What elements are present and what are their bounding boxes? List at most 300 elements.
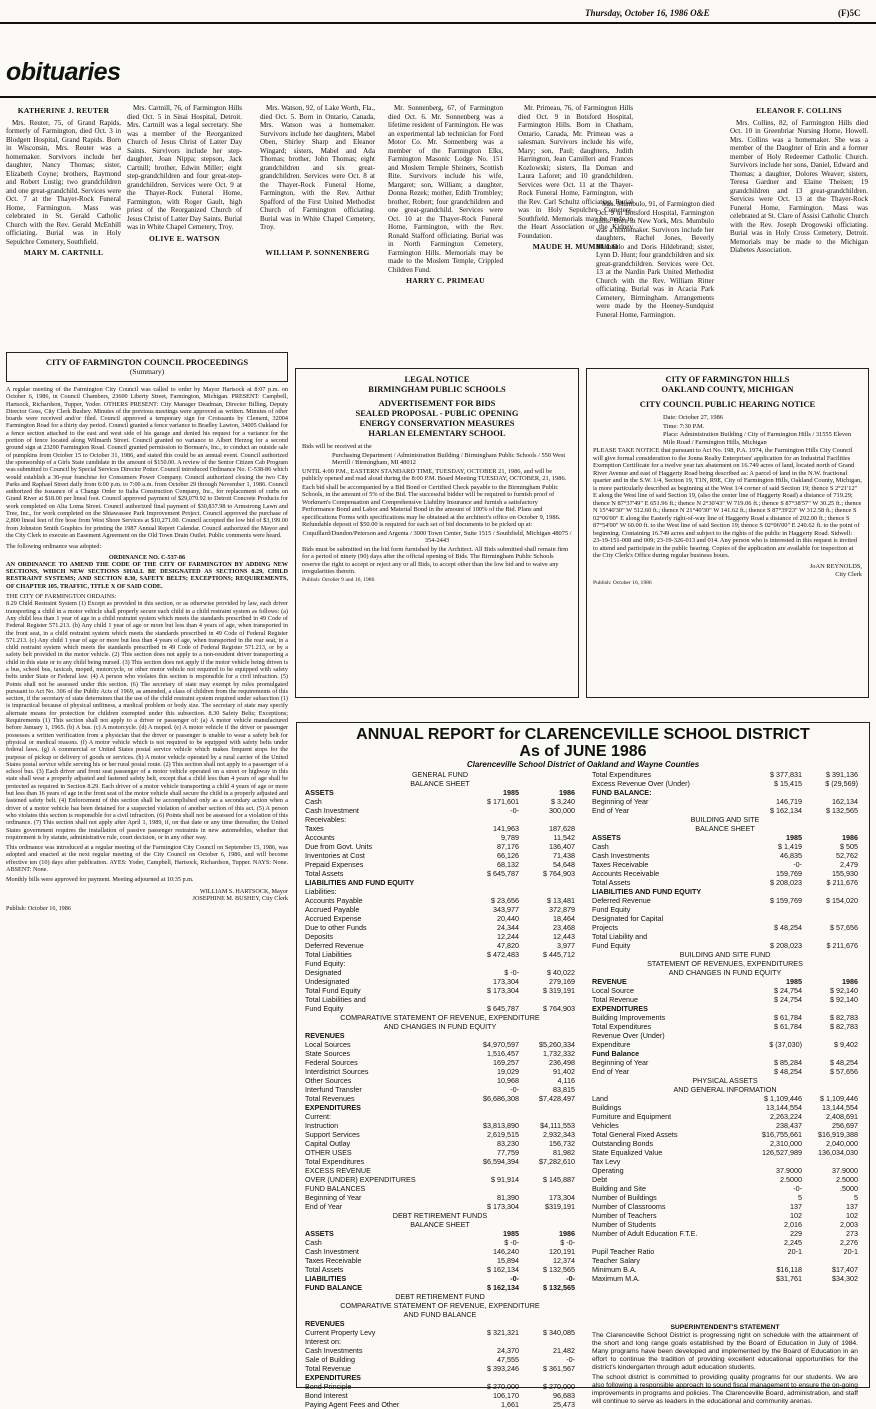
ledger-row <box>592 1175 858 1184</box>
ledger-row <box>305 842 575 851</box>
ledger-value-1986: $ 764,903 <box>543 1004 575 1013</box>
ledger-label: Teacher Salary <box>592 1256 640 1265</box>
ledger-value-1985: $16,755,661 <box>762 1130 802 1139</box>
ledger-value-1985 <box>463 1337 519 1346</box>
ledger-value-1986 <box>519 1112 575 1121</box>
hearing-date: Date: October 27, 1986 <box>663 414 723 421</box>
ledger-label: Inventories at Cost <box>305 851 365 860</box>
ledger-label: FUND BALANCE: <box>592 788 652 797</box>
ledger-label: Due to other Funds <box>305 923 367 932</box>
ledger-row <box>305 1166 575 1175</box>
ledger-value-1986: $ 40,022 <box>547 968 575 977</box>
obit-column-2 <box>127 104 242 246</box>
header-date: Thursday, October 16, 1986 O&E <box>585 8 710 18</box>
ledger-label: End of Year <box>305 1202 343 1211</box>
ledger-row <box>305 1229 575 1238</box>
ledger-row <box>305 968 575 977</box>
ledger-row <box>592 941 858 950</box>
ledger-label: Federal Sources <box>305 1058 358 1067</box>
ledger-label: Total Liabilities <box>305 950 352 959</box>
ledger-row <box>305 869 575 878</box>
superintendent-para-1: The Clarenceville School District is progressing right on schedule with the attainment of the short and long range goals established by the Board of Education in July of 1984. Many programs have been developed and implemented by the Board of Education in an effort to continue the tradition of providing excellent educational opportunities for the district's kindergarten through adult education students. <box>592 1331 858 1371</box>
ledger-value-1986: 81,982 <box>553 1148 575 1157</box>
ledger-value-1986 <box>519 878 575 887</box>
ledger-label: Cash Investment <box>305 1247 359 1256</box>
ledger-value-1985: $ 61,784 <box>774 1013 802 1022</box>
ledger-value-1986: $ -0- <box>560 1238 575 1247</box>
ledger-label: Vehicles <box>592 1121 619 1130</box>
ledger-value-1985: $ 85,284 <box>774 1058 802 1067</box>
ledger-value-1986: -0- <box>566 1274 575 1283</box>
ledger-value-1985: $31,761 <box>776 1274 802 1283</box>
ledger-value-1986: 3,977 <box>557 941 575 950</box>
ledger-value-1986: .5000 <box>840 1184 858 1193</box>
annual-right-column <box>592 770 858 1283</box>
superintendent-title: SUPERINTENDENT'S STATEMENT <box>670 1324 780 1331</box>
page-header <box>0 0 876 24</box>
hearing-notice <box>586 368 869 698</box>
ledger-value-1986: 2,003 <box>840 1220 858 1229</box>
ledger-label: Total Revenue <box>305 1364 351 1373</box>
ledger-label: Number of Teachers <box>592 1211 657 1220</box>
ledger-row <box>592 1256 858 1265</box>
ledger-label: Total General Fixed Assets <box>592 1130 678 1139</box>
council-title: CITY OF FARMINGTON COUNCIL PROCEEDINGS <box>45 357 249 367</box>
ledger-row <box>592 842 858 851</box>
ledger-value-1986: 256,697 <box>832 1121 858 1130</box>
ledger-value-1986: 23,468 <box>553 923 575 932</box>
ledger-label: Beginning of Year <box>592 797 649 806</box>
obit-text: Mrs. Cartnill, 76, of Farmington Hills died Oct. 5 in Sinai Hospital, Detroit. Mrs. Cartnill was a legal secretary. She was a member of the Reorganized Church of Jesus Christ of Latter Day Saints. Survivors include her step-daughter, Joan Nippa; stepson, Jack Cartnill; brother, Edwin Miller; eight step-grandchildren and four great-step-grandchildren. Services were Oct. 9 at the Thayer-Rock Funeral Home, Farmington, with Roger Gault, high priest of the Reorganized Church of Jesus Christ of Latter Day Saints. Burial was in White Chapel Cemetery, Troy. <box>127 104 242 231</box>
ledger-value-1985: 9,789 <box>501 833 519 842</box>
ledger-row <box>592 1148 858 1157</box>
ledger-label: Designated <box>305 968 342 977</box>
ledger-value-1986: $ 445,712 <box>543 950 575 959</box>
statement-heading: AND GENERAL INFORMATION <box>673 1085 777 1094</box>
ledger-row <box>592 1166 858 1175</box>
ledger-value-1985: $ 162,134 <box>487 1283 519 1292</box>
ledger-value-1986: $ 3,240 <box>551 797 575 806</box>
ledger-value-1985: 238,437 <box>776 1121 802 1130</box>
ledger-value-1986: $7,282,610 <box>539 1157 575 1166</box>
ledger-value-1985: $ 15,415 <box>774 779 802 788</box>
bids-title-1: LEGAL NOTICE <box>404 374 470 384</box>
ledger-row <box>305 1139 575 1148</box>
obit-name: MAUDE H. MUMBULO <box>532 242 619 251</box>
obit-column-3 <box>260 104 375 233</box>
ledger-value-1986: $ 82,783 <box>830 1013 858 1022</box>
bids-publish: Publish: October 9 and 16, 1986 <box>302 576 375 583</box>
ledger-value-1986: 136,034,030 <box>818 1148 858 1157</box>
ledger-label: Debt <box>592 1175 608 1184</box>
hearing-body: PLEASE TAKE NOTICE that pursuant to Act No. 198, P.A. 1974, the Farmington Hills City Council will give formal consideration to the Jonna Realty Enterprises' application for an Industrial Facilities Exemption Certificate for a twelve year tax abatement on 16.749 acres of land, located north of Grand River Avenue and east of Haggerty Road being described as: A parcel of land in the N.W. fractional quarter and in the S.W. 1/4, Section 19, T1N, R9E, City of Farmington Hills, Oakland County, Michigan, is more particularly described as beginning at the West 1/4 corner of said Section 19; thence S 2°21'12" E along the West line of said Section 19, (also the center line of Haggerty Road) a distance of 719.29; thence N 87°37'49" E 651.96 ft.; thence N 2°30'43" W 719.06 ft.; thence S 87°38'57" W 30.25 ft.; thence N 15°40'30" W 512.60 ft.; thence N 21°40'30" W 141.62 ft.; thence S 87°39'23" W 312.58 ft.; thence S 02°06'00" E along the Easterly right-of-way line of Haggerty Road a distance of 292.00 ft.; thence S 87°54'00" W 60.00 ft. to the West line of said Section 19; thence S 02°06'00" E 240.62 ft. to the point of beginning. Containing 16.749 acres and subject to the rights of the public in Haggerty Road. Sidwell: 23-19-151-008 and 009; 23-19-326-013 and 014. Any person who is interested in this request is invited to attend and participate in the public hearing. Copies of the application are available for inspection at the City Clerk's Office during regular business hours. <box>593 447 862 559</box>
ledger-value-1985: $ 173,304 <box>487 1202 519 1211</box>
ledger-value-1985: 102 <box>790 1211 802 1220</box>
ledger-row <box>305 806 575 815</box>
council-title-box <box>6 352 288 382</box>
ledger-label: Current Property Levy <box>305 1328 376 1337</box>
ledger-value-1986: $ 48,254 <box>830 1058 858 1067</box>
hearing-place: Place: Administration Building / City of Farmington Hills / 31555 Eleven Mile Road / Farmington Hills, Michigan <box>663 431 852 446</box>
ledger-label: ASSETS <box>592 833 621 842</box>
bids-title-6: HARLAN ELEMENTARY SCHOOL <box>368 428 506 438</box>
ledger-value-1985: 141,963 <box>493 824 519 833</box>
ledger-value-1986: 187,628 <box>549 824 575 833</box>
ledger-value-1985: $ 24,754 <box>774 995 802 1004</box>
ledger-row <box>592 1022 858 1031</box>
obit-column-1 <box>6 104 121 261</box>
ledger-row <box>305 1283 575 1292</box>
ledger-value-1986: 13,144,554 <box>822 1103 858 1112</box>
ledger-value-1985: $ 24,754 <box>774 986 802 995</box>
ledger-value-1986: 37.9000 <box>832 1166 858 1175</box>
ledger-value-1986: 2,932,343 <box>543 1130 575 1139</box>
ledger-row <box>592 788 858 797</box>
obit-text: Mr. Primeau, 76, of Farmington Hills died Oct. 9 in Botsford Hospital, Farmington Hills. Born in Chatham, Ontario, Canada, Mr. Primeau was a salesman. Survivors include his wife, Mary; son, Paul; daughters, Judith Harrington, Jean Camilleri and Frances Kozlowski; sisters, Ila Doman and Laura Laforet; and 10 grandchildren. Services were Oct. 11 at the Thayer-Rock Funeral Home, Farmington, with the Rev. Carl Schultz officiating. Burial was in Holy Sepulchre Cemetery, Southfield. Memorials may be made to the Heart Association or the Kidney Foundation. <box>518 104 633 240</box>
ledger-value-1985: $ 91,914 <box>491 1175 519 1184</box>
ledger-row <box>305 896 575 905</box>
ledger-value-1986 <box>519 1184 575 1193</box>
ledger-row <box>592 905 858 914</box>
ledger-label: End of Year <box>592 806 630 815</box>
hearing-title-3: CITY COUNCIL PUBLIC HEARING NOTICE <box>639 399 816 409</box>
ledger-value-1986: 279,169 <box>549 977 575 986</box>
ledger-row <box>305 1130 575 1139</box>
ledger-value-1985: $ 393,246 <box>487 1364 519 1373</box>
ledger-row <box>305 1382 575 1391</box>
ledger-label: Beginning of Year <box>592 1058 649 1067</box>
obit-name: ELEANOR F. COLLINS <box>756 106 842 115</box>
ledger-value-1986: $ 340,085 <box>543 1328 575 1337</box>
ledger-row <box>305 1265 575 1274</box>
ledger-row <box>592 1157 858 1166</box>
superintendent-para-2: The school district is committed to providing quality programs for our students. We are also following a responsible approach to sound fiscal management to ensure the on-going improvements in programs and policies. The Clarenceville Board, administration, and staff will continue to serve as leaders in the educational and community arenas. <box>592 1374 858 1406</box>
ledger-label: Sale of Building <box>305 1355 355 1364</box>
ledger-label: Due from Govt. Units <box>305 842 373 851</box>
ledger-label: Total Assets <box>305 1265 344 1274</box>
ledger-value-1985: $ 159,769 <box>770 896 802 905</box>
ledger-label: Total Liability and <box>592 932 648 941</box>
ledger-value-1985 <box>463 959 519 968</box>
section-masthead: obituaries <box>6 58 121 86</box>
ledger-label: Total Assets <box>305 869 344 878</box>
ledger-label: Cash <box>305 1238 322 1247</box>
ledger-label: Beginning of Year <box>305 1193 362 1202</box>
ledger-label: Interest on: <box>305 1337 341 1346</box>
ledger-label: Minimum B.A. <box>592 1265 637 1274</box>
ledger-value-1986 <box>802 905 858 914</box>
ledger-row <box>305 977 575 986</box>
statement-heading: AND FUND BALANCE <box>403 1310 477 1319</box>
ledger-value-1985: $ 162,134 <box>487 1265 519 1274</box>
ledger-row <box>592 1193 858 1202</box>
ledger-value-1986: 2,408,691 <box>826 1112 858 1121</box>
ledger-row <box>305 1067 575 1076</box>
statement-heading: AND CHANGES IN FUND EQUITY <box>383 1022 497 1031</box>
ledger-value-1985: $16,118 <box>776 1265 802 1274</box>
ledger-label: Cash Investments <box>592 851 650 860</box>
ledger-value-1985: $ 173,304 <box>487 986 519 995</box>
council-subtitle: (Summary) <box>129 367 165 376</box>
ledger-value-1986: $ 505 <box>840 842 858 851</box>
ledger-value-1986: $ 319,191 <box>543 986 575 995</box>
bids-title-4: SEALED PROPOSAL - PUBLIC OPENING <box>355 408 519 418</box>
ledger-value-1985: 343,977 <box>493 905 519 914</box>
hearing-title-2: OAKLAND COUNTY, MICHIGAN <box>661 384 794 394</box>
ledger-label: Total Fund Equity <box>305 986 361 995</box>
ledger-row <box>592 887 858 896</box>
ledger-label: Total Revenue <box>592 995 638 1004</box>
ledger-row <box>592 1139 858 1148</box>
ledger-label: Cash <box>305 797 322 806</box>
ledger-row <box>305 905 575 914</box>
ledger-row <box>592 833 858 842</box>
ledger-value-1985: $ 162,134 <box>770 806 802 815</box>
ledger-row <box>305 788 575 797</box>
ledger-value-1985 <box>746 914 802 923</box>
ledger-value-1986: -0- <box>566 1355 575 1364</box>
ledger-value-1985: 5 <box>798 1193 802 1202</box>
ledger-value-1986: $ 361,567 <box>543 1364 575 1373</box>
ordinance-title: AN ORDINANCE TO AMEND THE CODE OF THE CITY OF FARMINGTON BY ADDING NEW SECTIONS, WHICH NEW SECTIONS SHALL BE DESIGNATED AS SECTIONS 8.29, CHILD RESTRAINT SYSTEMS; AND SECTION 8.30, SAFETY BELTS; EXCEPTIONS; REQUIREMENTS, OF CHAPTER 105, TRAFFIC, TITLE X OF SAID CODE. <box>6 560 288 590</box>
ledger-row <box>592 806 858 815</box>
ledger-label: Buildings <box>592 1103 622 1112</box>
ledger-row <box>592 1049 858 1058</box>
council-proceedings <box>6 352 288 1362</box>
ledger-label: FUND BALANCE <box>305 1283 363 1292</box>
ledger-row <box>592 1247 858 1256</box>
ledger-row <box>592 1229 858 1238</box>
ledger-value-1985 <box>463 1166 519 1175</box>
bids-title-3: ADVERTISEMENT FOR BIDS <box>378 398 496 408</box>
ledger-label: Outstanding Bonds <box>592 1139 654 1148</box>
bids-body: Each bid shall be accompanied by a Bid Bond or Certified Check payable to the Birmingham Public Schools, in the amount of 5% of the Bid. The successful bidder will be required to furnish proof of Workmen's Compensation and Comprehensive Liability Insurance and furnish a satisfactory Performance Bond and Labor and Material Bond in the amount of 100% of the Bid. Plans and specifications Forms with specifications may be obtained at the architect's office on October 9, 1986. Refundable deposit of $50.00 is required for each set of bid documents to be picked up at: <box>302 483 561 528</box>
ledger-value-1986 <box>802 887 858 896</box>
ledger-value-1986: $34,302 <box>832 1274 858 1283</box>
ledger-value-1985: 2.5000 <box>780 1175 802 1184</box>
ledger-row <box>305 1076 575 1085</box>
ledger-value-1986: 2,040,000 <box>826 1139 858 1148</box>
ledger-row <box>305 1256 575 1265</box>
ledger-label: Taxes Receivable <box>305 1256 362 1265</box>
ordinance-closing-2: Monthly bills were approved for payment. Meeting adjourned at 10:35 p.m. <box>6 876 194 884</box>
ledger-value-1985: 173,304 <box>493 977 519 986</box>
ledger-label: Projects <box>592 923 618 932</box>
ledger-label: Current: <box>305 1112 331 1121</box>
ledger-label: Interfund Transfer <box>305 1085 362 1094</box>
ledger-row <box>305 932 575 941</box>
ledger-label: Land <box>592 1094 608 1103</box>
ledger-label: LIABILITIES AND FUND EQUITY <box>592 887 702 896</box>
page-number: (F)5C <box>838 8 861 18</box>
ledger-value-1985: -0- <box>793 860 802 869</box>
ledger-row <box>305 860 575 869</box>
ledger-value-1986 <box>519 887 575 896</box>
ledger-value-1985: 68,132 <box>497 860 519 869</box>
ledger-row <box>305 1274 575 1283</box>
ledger-value-1986: 102 <box>846 1211 858 1220</box>
ledger-value-1986: 372,879 <box>549 905 575 914</box>
ledger-row <box>592 914 858 923</box>
ledger-label: Accrued Expense <box>305 914 362 923</box>
ledger-value-1986: 1986 <box>842 977 858 986</box>
ledger-row <box>305 1337 575 1346</box>
ledger-value-1986: $319,191 <box>545 1202 575 1211</box>
ledger-value-1985 <box>463 887 519 896</box>
ledger-value-1986: $4,111,553 <box>540 1121 575 1130</box>
ledger-value-1986: 12,443 <box>553 932 575 941</box>
ledger-label: Support Services <box>305 1130 360 1139</box>
hearing-title-1: CITY OF FARMINGTON HILLS <box>665 374 790 384</box>
ledger-value-1986: 96,683 <box>553 1391 575 1400</box>
ledger-label: EXPENDITURES <box>592 1004 648 1013</box>
ledger-row <box>305 1391 575 1400</box>
annual-left-column <box>305 770 575 1409</box>
ledger-row <box>592 896 858 905</box>
ledger-value-1986: $ 9,402 <box>834 1040 858 1049</box>
ledger-label: Bond Principle <box>305 1382 352 1391</box>
ledger-value-1985 <box>746 905 802 914</box>
ledger-value-1986 <box>802 788 858 797</box>
ledger-value-1986: 1,732,332 <box>543 1049 575 1058</box>
ledger-value-1986: 18,464 <box>553 914 575 923</box>
ledger-label: Cash <box>592 842 609 851</box>
ledger-value-1985 <box>463 815 519 824</box>
ledger-value-1985: -0- <box>510 1274 519 1283</box>
ledger-row <box>305 1085 575 1094</box>
ledger-row <box>592 1103 858 1112</box>
ledger-row <box>305 1202 575 1211</box>
ledger-value-1986: $ 270,000 <box>543 1382 575 1391</box>
ledger-value-1986 <box>519 1337 575 1346</box>
ledger-value-1986 <box>519 1103 575 1112</box>
ledger-row <box>592 1274 858 1283</box>
ledger-row <box>305 1049 575 1058</box>
ledger-value-1985 <box>746 1157 802 1166</box>
obit-name: WILLIAM P. SONNENBERG <box>265 248 370 257</box>
ledger-row <box>305 1121 575 1130</box>
ledger-row <box>592 1040 858 1049</box>
ledger-value-1985: $ 1,419 <box>778 842 802 851</box>
ledger-value-1986 <box>519 815 575 824</box>
ledger-label: REVENUES <box>305 1031 345 1040</box>
ledger-value-1985: 83,230 <box>497 1139 519 1148</box>
ledger-value-1986: $17,407 <box>832 1265 858 1274</box>
annual-report <box>296 722 870 1409</box>
ledger-value-1985: 87,176 <box>497 842 519 851</box>
ledger-row <box>592 1220 858 1229</box>
ledger-label: Number of Adult Education F.T.E. <box>592 1229 698 1238</box>
ledger-value-1986: $ 211,676 <box>826 878 858 887</box>
ledger-row <box>305 1193 575 1202</box>
ledger-value-1986: $ 154,020 <box>826 896 858 905</box>
ledger-label: Total Assets <box>592 878 631 887</box>
ledger-label: Fund Equity <box>592 905 631 914</box>
obit-column-5b <box>596 200 714 320</box>
ledger-value-1986: 52,762 <box>836 851 858 860</box>
ledger-value-1986: $ 132,565 <box>543 1283 575 1292</box>
ledger-row <box>592 1058 858 1067</box>
ledger-value-1986: 162,134 <box>832 797 858 806</box>
ledger-value-1985: 47,555 <box>497 1355 519 1364</box>
ledger-label: Accounts <box>305 833 335 842</box>
ledger-value-1985: $ 61,784 <box>774 1022 802 1031</box>
ledger-row <box>592 977 858 986</box>
statement-heading: AND CHANGES IN FUND EQUITY <box>668 968 782 977</box>
ledger-row <box>592 1013 858 1022</box>
ledger-value-1986: $ 211,676 <box>826 941 858 950</box>
ledger-value-1986: $ 132,565 <box>826 806 858 815</box>
statement-heading: COMPARATIVE STATEMENT OF REVENUE, EXPENDITURE <box>340 1301 540 1310</box>
statement-heading: BALANCE SHEET <box>410 779 470 788</box>
ledger-label: REVENUE <box>592 977 627 986</box>
ordinance-body: 8.29 Child Restraint System (1) Except as provided in this section, or as otherwise provided by law, each driver transporting a child in a motor vehicle shall properly secure each child in a child restraint system as follows: (a) Any child less than 1 year of age in a child restraint system which meets the standards prescribed in 49 Code of Federal Register 571.213. (b) Any child 1 year of age or more but less than 4 years of age, when transported in the front seat, in a child restraint system which meets the standards prescribed in 49 Code of Federal Register 571.213. (c) Any child 1 year of age or more but less than 4 years of age, when transported in the rear seat, in a child restraint system which meets the standards prescribed in 49 Code of Federal Register 571.213, or by a safety belt provided in the motor vehicle. (2) This section does not apply to a non-resident driver transporting a child in this state or to any child being nursed. (3) This section does not apply if the motor vehicle being driven is a bus, school bus, taxicab, moped, motorcycle, or other motor vehicle not required to be equipped with safety belts under State or Federal law. (4) A person who violates this section is responsible for a civil infraction. (5) Points shall not be assessed under this section. (6) The secretary of state may exempt by rules promulgated pursuant to Act No. 306 of the Public Acts of 1969, as amended, a class of children from the requirements of this section, if the secretary of state determines that the use of the child restraint system required under subsection (1) is impractical because of physical unfitness, a medical problem or body size. The secretary of state may specify alternate means for protection for children exempted under this subsection. 8.30 Safety Belts; Exceptions; Requirements (1) This section shall not apply to a driver or passenger of: (a) A motor vehicle manufactured before January 1, 1965. (b) A bus. (c) A motorcycle. (d) A moped. (e) A motor vehicle if the driver or passenger possesses a written verification from a physician that the driver or passenger is unable to wear a safety belt for physical or medical reasons. (f) A motor vehicle which is not required to be equipped with safety belts under federal laws. (g) A commercial or United States postal service vehicle which makes frequent stops for the purpose of pickup or delivery of goods or services. (h) A motor vehicle operated by a rural carrier of the United States postal service while serving his or her rural postal route. (2) This section shall not apply to a passenger of a school bus. (3) Each driver and front seat passenger of a motor vehicle operated on a street or highway in this state shall wear a properly adjusted and fastened safety belt, except that a child less than 4 years of age shall be protected as required in Section 8.29. Each driver of a motor vehicle transporting a child 4 years of age or more but less than 16 years of age in the front seat of the motor vehicle shall secure the child in a properly adjusted and fastened safety belt. (4) Enforcement of this section shall be accomplished only as a secondary action when a driver of a motor vehicle has been detained for a suspected violation of another section of this act. (5) A person who violates this section is responsible for a civil infraction. (6) Points shall not be assessed for a violation of this ordinance. (7) This section shall not apply after April 1, 1989, if, on that date or any time thereafter, the United States government requires the installation of passive passenger restraints in new automobiles, whether that requirement is by statute, administrative rule, court decision, or in any other way. <box>6 600 288 841</box>
ledger-value-1985: 2,245 <box>784 1238 802 1247</box>
bids-received: Bids will be received at the <box>302 443 372 450</box>
ledger-row <box>305 1112 575 1121</box>
ledger-label: Number of Students <box>592 1220 656 1229</box>
clerk-signature: JOSEPHINE M. BUSHEY, City Clerk <box>192 894 288 902</box>
ledger-value-1986: 236,498 <box>549 1058 575 1067</box>
ledger-value-1985: 2,619,515 <box>487 1130 519 1139</box>
ledger-value-1985 <box>463 1031 519 1040</box>
ledger-row <box>305 1328 575 1337</box>
ledger-value-1986: 21,482 <box>553 1346 575 1355</box>
ledger-row <box>305 914 575 923</box>
ordinance-number: ORDINANCE NO. C-537-86 <box>108 553 186 561</box>
ledger-row <box>592 1067 858 1076</box>
ledger-value-1985 <box>746 1256 802 1265</box>
ledger-label: Tax Levy <box>592 1157 621 1166</box>
ledger-value-1985: $ 645,787 <box>487 1004 519 1013</box>
ledger-value-1985 <box>463 1319 519 1328</box>
ledger-value-1985: 19,029 <box>497 1067 519 1076</box>
bids-title-2: BIRMINGHAM PUBLIC SCHOOLS <box>368 384 506 394</box>
ledger-value-1986 <box>802 1031 858 1040</box>
ledger-value-1985: 1985 <box>503 1229 519 1238</box>
statement-heading: DEBT RETIREMENT FUNDS <box>392 1211 488 1220</box>
ledger-value-1986: 173,304 <box>549 1193 575 1202</box>
obit-text: Mrs. Collins, 82, of Farmington Hills died Oct. 10 in Greenbriar Nursing Home, Howell. Mrs. Collins was a homemaker. She was a member of the Daughter of Erin and a former member of Holy Redeemer Catholic Church. Survivors include her sons, Daniel, Edward and Thomas; a daughter, Dolores Weaver; sisters, Teresa Gardner and Elaine Theisen; 19 grandchildren and 13 great-grandchildren. Services were Oct. 13 at the Thayer-Rock Funeral Home, Farmington. Mass was celebrated at St. Clare of Assisi Catholic Church with the Rev. Joseph Drogowski officiating. Burial was in Holy Cross Cemetery, Detroit. Memorials may be made to the Michigan Diabetes Association. <box>730 118 868 254</box>
ledger-row <box>592 1031 858 1040</box>
ledger-value-1985: 77,759 <box>497 1148 519 1157</box>
ledger-value-1985 <box>463 995 519 1004</box>
ledger-value-1986 <box>802 932 858 941</box>
statement-heading: STATEMENT OF REVENUES, EXPENDITURES <box>647 959 803 968</box>
ledger-value-1986: 156,732 <box>549 1139 575 1148</box>
ledger-label: OVER (UNDER) EXPENDITURES <box>305 1175 416 1184</box>
ledger-label: Pupil Teacher Ratio <box>592 1247 655 1256</box>
ledger-value-1986 <box>519 1166 575 1175</box>
ledger-value-1985: 137 <box>790 1202 802 1211</box>
ledger-label: Total Revenues <box>305 1094 355 1103</box>
ledger-value-1985: $3,813,890 <box>483 1121 519 1130</box>
ledger-label: ASSETS <box>305 1229 334 1238</box>
ledger-value-1985: 24,344 <box>497 923 519 932</box>
ledger-row <box>305 941 575 950</box>
ledger-value-1985: 1985 <box>503 788 519 797</box>
ledger-value-1986: $ 92,140 <box>830 986 858 995</box>
ledger-value-1986 <box>519 1373 575 1382</box>
ledger-value-1985: 146,240 <box>493 1247 519 1256</box>
ledger-value-1986: $ 82,783 <box>830 1022 858 1031</box>
ledger-value-1986: $ (29,569) <box>825 779 858 788</box>
ledger-value-1986: 5 <box>854 1193 858 1202</box>
ledger-value-1985: $6,594,394 <box>483 1157 519 1166</box>
obit-name: OLIVE E. WATSON <box>148 233 221 243</box>
ledger-label: Capital Outlay <box>305 1139 351 1148</box>
statement-heading: PHYSICAL ASSETS <box>692 1076 758 1085</box>
